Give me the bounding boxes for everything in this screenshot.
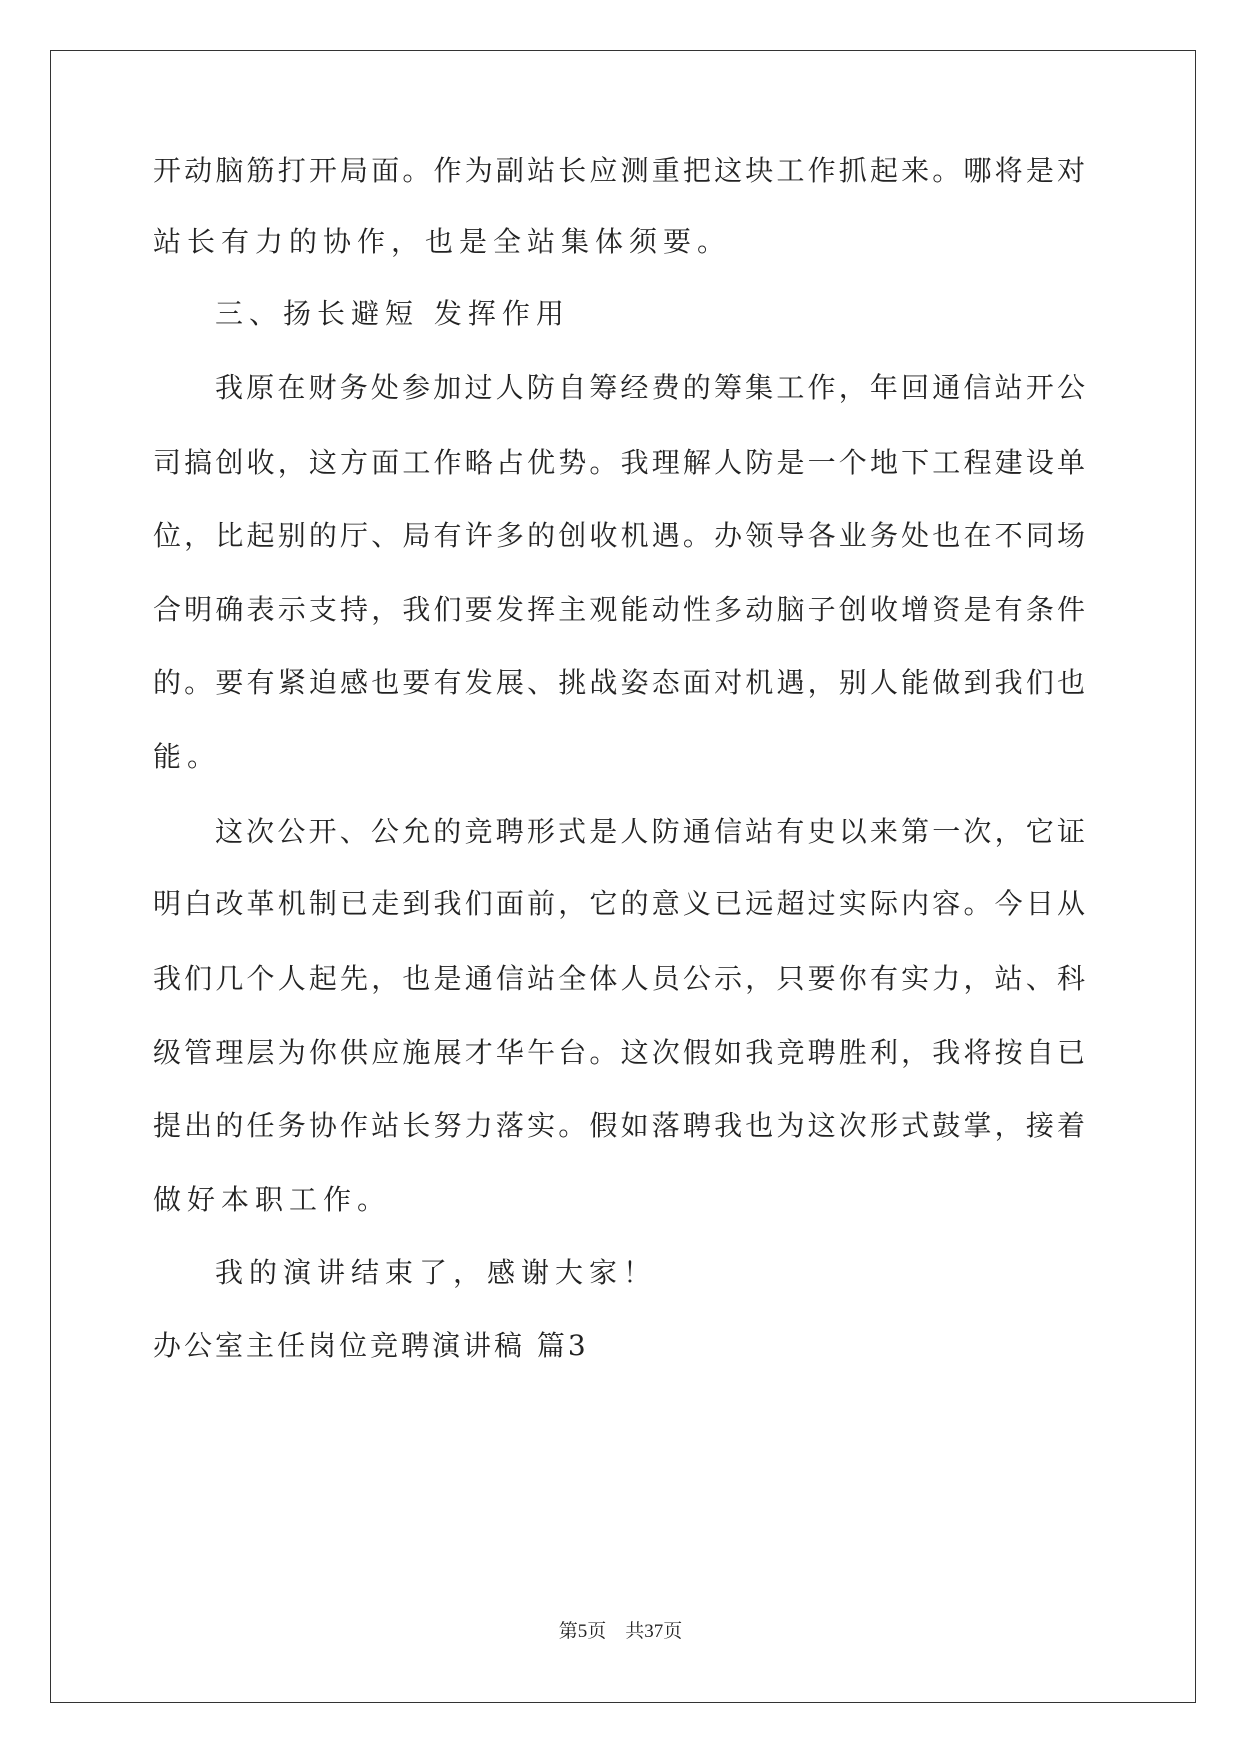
paragraph-line: 明白改革机制已走到我们面前，它的意义已远超过实际内容。今日从 bbox=[153, 887, 1085, 920]
paragraph-line: 我原在财务处参加过人防自筹经费的筹集工作，年回通信站开公 bbox=[215, 371, 1085, 404]
paragraph-line: 位，比起别的厅、局有许多的创收机遇。办领导各业务处也在不同场 bbox=[153, 519, 1085, 552]
page-number-label: 第5页 共37页 bbox=[558, 1621, 683, 1642]
paragraph-line: 这次公开、公允的竞聘形式是人防通信站有史以来第一次，它证 bbox=[215, 815, 1085, 848]
paragraph-line: 司搞创收，这方面工作略占优势。我理解人防是一个地下工程建设单 bbox=[153, 446, 1085, 479]
paragraph-line: 的。要有紧迫感也要有发展、挑战姿态面对机遇，别人能做到我们也 bbox=[153, 666, 1085, 699]
paragraph-line: 提出的任务协作站长努力落实。假如落聘我也为这次形式鼓掌，接着 bbox=[153, 1109, 1085, 1142]
paragraph-line: 开动脑筋打开局面。作为副站长应测重把这块工作抓起来。哪将是对 bbox=[153, 154, 1085, 187]
section-heading: 三、扬长避短 发挥作用 bbox=[215, 297, 570, 330]
paragraph-line: 做好本职工作。 bbox=[153, 1183, 392, 1216]
paragraph-line: 合明确表示支持，我们要发挥主观能动性多动脑子创收增资是有条件 bbox=[153, 593, 1085, 626]
paragraph-line: 我的演讲结束了，感谢大家！ bbox=[215, 1256, 658, 1289]
paragraph-line: 站长有力的协作，也是全站集体须要。 bbox=[153, 225, 732, 258]
paragraph-line: 能。 bbox=[153, 740, 222, 773]
article-title: 办公室主任岗位竞聘演讲稿 篇3 bbox=[153, 1329, 589, 1362]
paragraph-line: 级管理层为你供应施展才华午台。这次假如我竞聘胜利，我将按自已 bbox=[153, 1036, 1085, 1069]
paragraph-line: 我们几个人起先，也是通信站全体人员公示，只要你有实力，站、科 bbox=[153, 962, 1085, 995]
page-footer bbox=[0, 1620, 1241, 1644]
